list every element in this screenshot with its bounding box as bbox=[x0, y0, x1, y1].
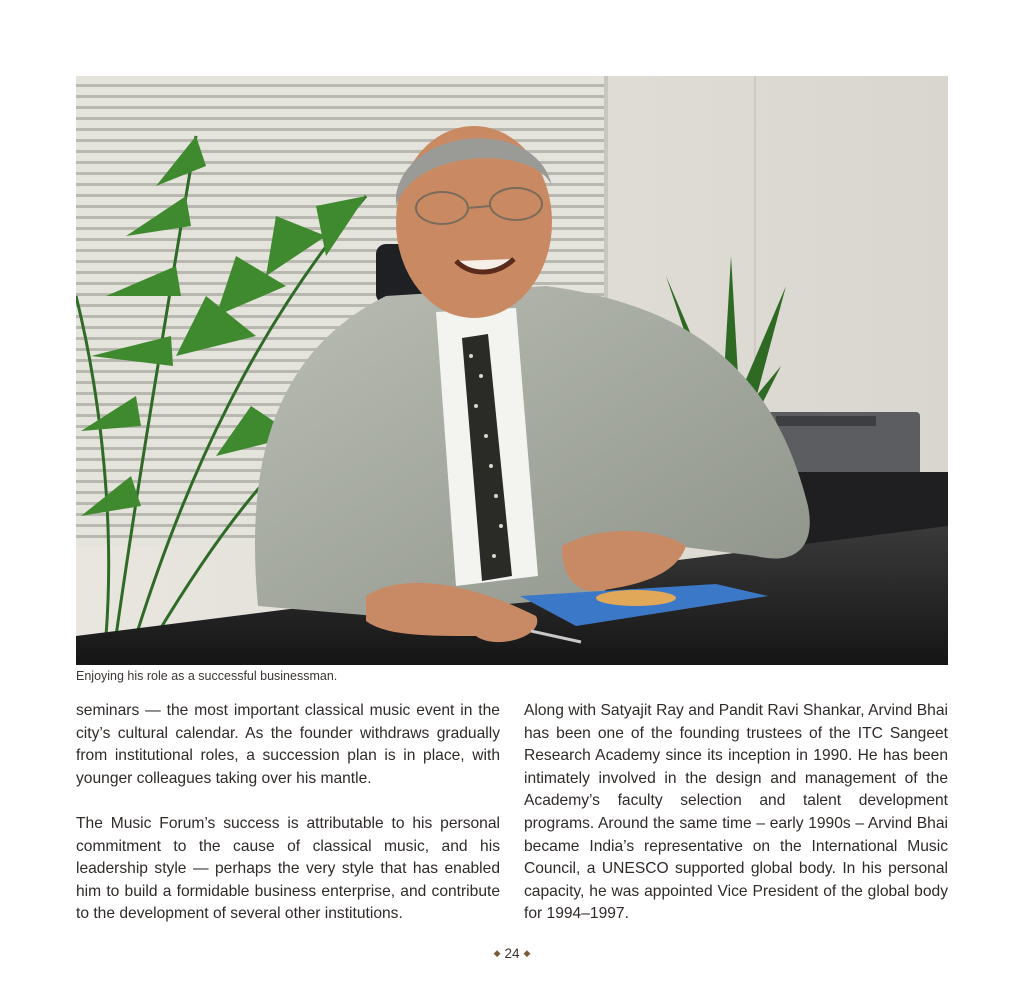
paragraph: seminars — the most important classical music event in the city’s cultural calendar. As the founder withdraws gradually from institutional roles, a succession plan is in place, with younger colleagues taking over his mantle. bbox=[76, 702, 500, 787]
photo-caption: Enjoying his role as a successful businessman. bbox=[76, 669, 338, 683]
diamond-icon: ◆ bbox=[493, 948, 501, 958]
diamond-icon: ◆ bbox=[523, 948, 531, 958]
page-folio bbox=[0, 946, 1024, 961]
left-column bbox=[76, 700, 500, 949]
paragraph: The Music Forum’s success is attributable to his personal commitment to the cause of classical music, and his leadership style — perhaps the very style that has enabled him to build a formidable business enterprise, and contribute to the development of several other institutions. bbox=[76, 814, 500, 923]
portrait-photo bbox=[76, 76, 948, 665]
right-column bbox=[524, 700, 948, 949]
paragraph: Along with Satyajit Ray and Pandit Ravi Shankar, Arvind Bhai has been one of the founding trustees of the ITC Sangeet Research Academy since its inception in 1990. He has been intimately involved in the design and management of the Academy’s faculty selection and talent development programs. Around the same time – early 1990s – Arvind Bhai became India’s representative on the International Music Council, a UNESCO supported global body. In his personal capacity, he was appointed Vice President of the global body for 1994–1997. bbox=[524, 702, 948, 923]
page-number: 24 bbox=[504, 946, 520, 961]
